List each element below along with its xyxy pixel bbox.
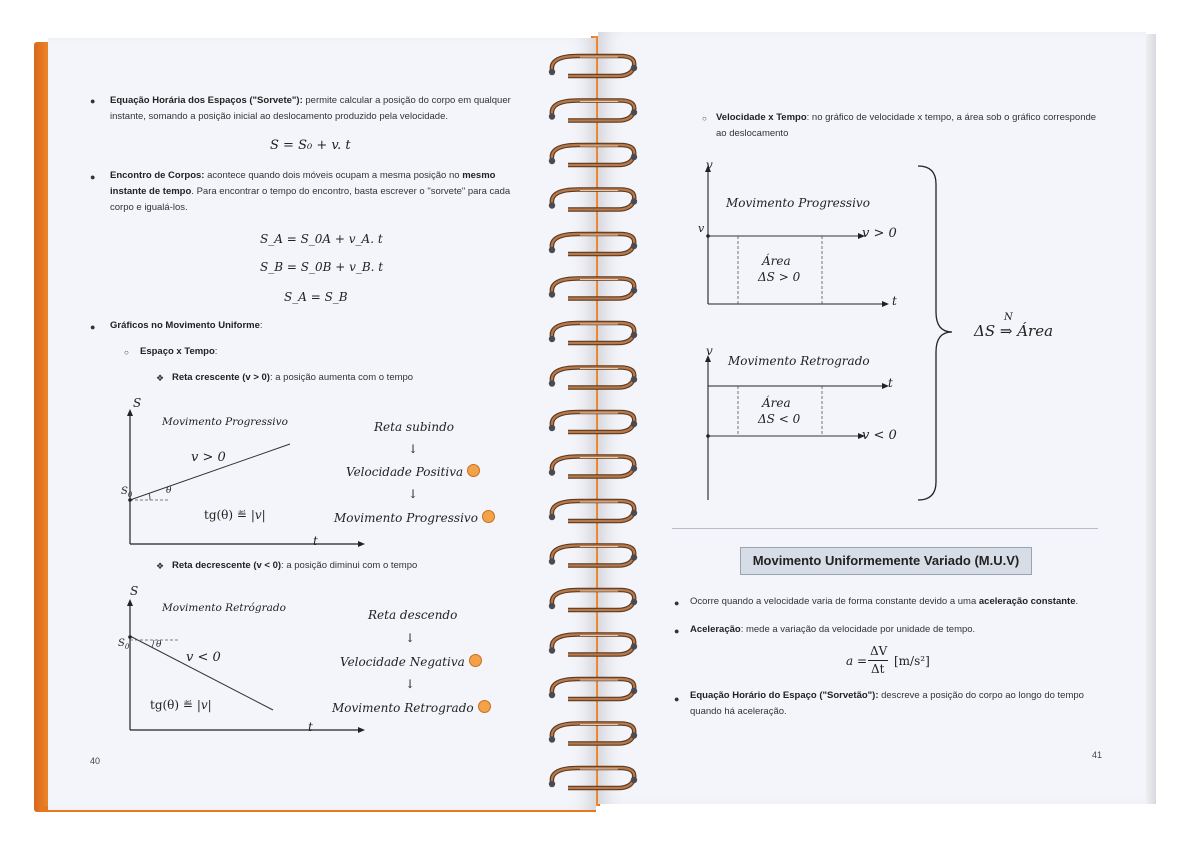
vt-prog-axis-t: t [892,294,897,308]
progressivo-tg-v: |v| [250,508,266,522]
vt-retro-area2: ΔS < 0 [758,412,801,426]
chain-retro-4 [332,700,491,715]
spiral-ring [549,101,637,121]
eq-horaria-bold: Equação Horária dos Espaços ("Sorvete"): [110,95,303,106]
encontro-bold3: instante de tempo [110,186,192,197]
bullet-muv1: ● [674,598,680,608]
spiral-ring [549,368,637,388]
vt-prog-area: Área [762,254,791,268]
vt-retro-area: Área [762,396,791,410]
progressivo-s0 [121,486,132,499]
spiral-ring [549,56,637,76]
eq-horaria-formula: S = S₀ + v. t [270,138,351,153]
bullet-decrescente: ❖ [156,561,165,571]
encontro-formula-eq: S_A = S_B [284,290,348,304]
espaco-tempo-heading [140,344,217,360]
right-page [598,32,1146,804]
retrogrado-s0 [118,638,129,651]
decrescente-bold: Reta decrescente (v < 0) [172,560,282,571]
encontro-line1: acontece quando dois móveis ocupam a mesma posição no [204,170,463,181]
eq-horaria-line1: permite calcular a posição do corpo em qualquer [302,95,511,106]
bullet-crescente: ❖ [156,373,165,383]
progressivo-s0-letter: S [121,486,128,497]
chain-retro-3: ↓ [405,677,416,691]
sad-emoji-icon [469,654,482,667]
section-divider [672,528,1098,529]
spiral-ring [549,457,637,477]
muv3-line2: quando há aceleração. [690,706,787,717]
encontro-text [110,168,520,216]
progressivo-s0-sub: 0 [127,491,133,499]
spiral-ring [549,768,637,788]
muv2-text [690,622,1110,638]
chain-retro-4-text: Movimento Retrogrado [332,701,474,715]
spiral-ring [549,501,637,521]
muv3-bold: Equação Horário do Espaço ("Sorvetão"): [690,690,879,701]
muv3-text [690,688,1100,720]
chain-prog-4 [334,510,495,525]
progressivo-tg [204,508,266,522]
bullet-velocidade-tempo: ○ [702,114,707,123]
chain-prog-2 [346,464,480,479]
muv2-line: : mede a variação da velocidade por unidade de tempo. [740,624,976,635]
retrogrado-axis-t: t [308,720,313,734]
progressivo-v-label: v > 0 [191,450,226,465]
retrogrado-v-label: v < 0 [186,650,221,665]
spiral-binding [538,50,648,800]
progressivo-axis-t: t [313,534,318,548]
chain-prog-2-text: Velocidade Positiva [346,465,464,479]
muv1-end: . [1075,596,1079,607]
bullet-muv2: ● [674,626,680,636]
encontro-bold: Encontro de Corpos: [110,170,205,181]
progressivo-theta: θ [166,486,172,496]
vt-prog-v-tick: v [698,222,705,235]
spiral-ring [549,724,637,744]
sad-emoji-icon [478,700,491,713]
brace-label: ΔS ⇒ Área [974,322,1054,340]
encontro-bold2: mesmo [462,170,496,181]
muv-title: Movimento Uniformemente Variado (M.U.V) [740,547,1032,575]
bullet-graficos: ● [90,322,96,332]
crescente-text: : a posição aumenta com o tempo [269,372,414,383]
spiral-ring [549,279,637,299]
velocidade-tempo-bold: Velocidade x Tempo [716,112,807,123]
bullet-eq-horaria: ● [90,96,96,106]
bullet-muv3: ● [674,694,680,704]
smile-emoji-icon [467,464,480,477]
chain-retro-0: Reta descendo [368,608,458,622]
retrogrado-tg [150,698,212,712]
decrescente-heading [172,558,417,574]
bullet-espaco-tempo: ○ [124,348,129,357]
encontro-line3: corpo e igualá-los. [110,202,188,213]
brace-over-n: N [1004,312,1013,323]
muv2-bold: Aceleração [690,624,741,635]
retrogrado-tg-lhs: tg(θ) [150,698,180,712]
curly-brace [914,164,954,504]
graficos-suffix: : [259,320,263,331]
accel-lhs: a = [846,654,868,668]
velocidade-tempo-line2: ao deslocamento [716,128,789,139]
progressivo-tg-eq: ≝ [236,508,247,522]
chain-prog-3: ↓ [408,487,419,501]
page-number-left: 40 [90,756,101,766]
encontro-formula-b: S_B = S_0B + v_B. t [260,260,384,274]
retrogrado-theta: θ [156,640,162,650]
progressivo-title: Movimento Progressivo [162,416,288,428]
spiral-ring [549,323,637,343]
spiral-ring [549,412,637,432]
muv3-line: descreve a posição do corpo ao longo do tempo [878,690,1084,701]
encontro-formula-a: S_A = S_0A + v_A. t [260,232,383,246]
bullet-encontro: ● [90,172,96,182]
spiral-ring [549,234,637,254]
retrogrado-title: Movimento Retrógrado [162,602,286,614]
vt-prog-v-label: v > 0 [862,226,897,241]
eq-horaria-line2: instante, somando a posição inicial ao deslocamento produzido pela velocidade. [110,111,448,122]
vt-retro-v-label: v < 0 [862,428,897,443]
decrescente-text: : a posição diminui com o tempo [281,560,418,571]
chain-prog-4-text: Movimento Progressivo [334,511,478,525]
vt-retro-axis-v: v [706,344,713,358]
graficos-bold: Gráficos no Movimento Uniforme [110,320,260,331]
crescente-bold: Reta crescente (v > 0) [172,372,270,383]
retrogrado-tg-eq: ≝ [182,698,193,712]
vt-retro-title: Movimento Retrogrado [728,354,870,368]
spiral-ring [549,590,637,610]
velocidade-tempo-text [716,110,1116,142]
espaco-tempo-suffix: : [214,346,218,357]
retrogrado-tg-v: |v| [196,698,212,712]
accel-unit: [m/s²] [894,654,930,668]
graficos-heading [110,318,263,334]
muv1-line: Ocorre quando a velocidade varia de forma constante devido a uma [690,596,979,607]
chain-prog-1: ↓ [408,442,419,456]
accel-den: Δt [871,662,885,676]
page-number-right: 41 [1092,750,1103,760]
vt-retro-axis-t: t [888,376,893,390]
vt-prog-area2: ΔS > 0 [758,270,801,284]
velocidade-tempo-line1: : no gráfico de velocidade x tempo, a área sob o gráfico corresponde [806,112,1097,123]
spiral-ring [549,679,637,699]
crescente-heading [172,370,413,386]
spiral-ring [549,145,637,165]
eq-horaria-text [110,93,520,125]
smile-emoji-icon [482,510,495,523]
spiral-ring [549,190,637,210]
chain-retro-2-text: Velocidade Negativa [340,655,465,669]
accel-bar [868,660,888,661]
chain-retro-1: ↓ [405,631,416,645]
left-page [48,38,596,810]
spiral-ring [549,546,637,566]
retrogrado-s0-sub: 0 [124,643,130,651]
retrogrado-s0-letter: S [118,638,125,649]
spiral-ring [549,635,637,655]
accel-num: ΔV [870,644,888,658]
muv1-bold: aceleração constante [978,596,1076,607]
retrogrado-axis-s: S [130,584,139,598]
espaco-tempo-bold: Espaço x Tempo [140,346,215,357]
graph-vt-retrogrado [694,352,894,502]
progressivo-tg-lhs: tg(θ) [204,508,234,522]
chain-retro-2 [340,654,482,669]
progressivo-axis-s: S [133,396,142,410]
vt-prog-axis-v: v [706,158,713,172]
muv1-text [690,594,1110,610]
encontro-line2: . Para encontrar o tempo do encontro, basta escrever o "sorvete" para cada [191,186,511,197]
chain-prog-0: Reta subindo [374,420,454,434]
vt-prog-title: Movimento Progressivo [726,196,870,210]
